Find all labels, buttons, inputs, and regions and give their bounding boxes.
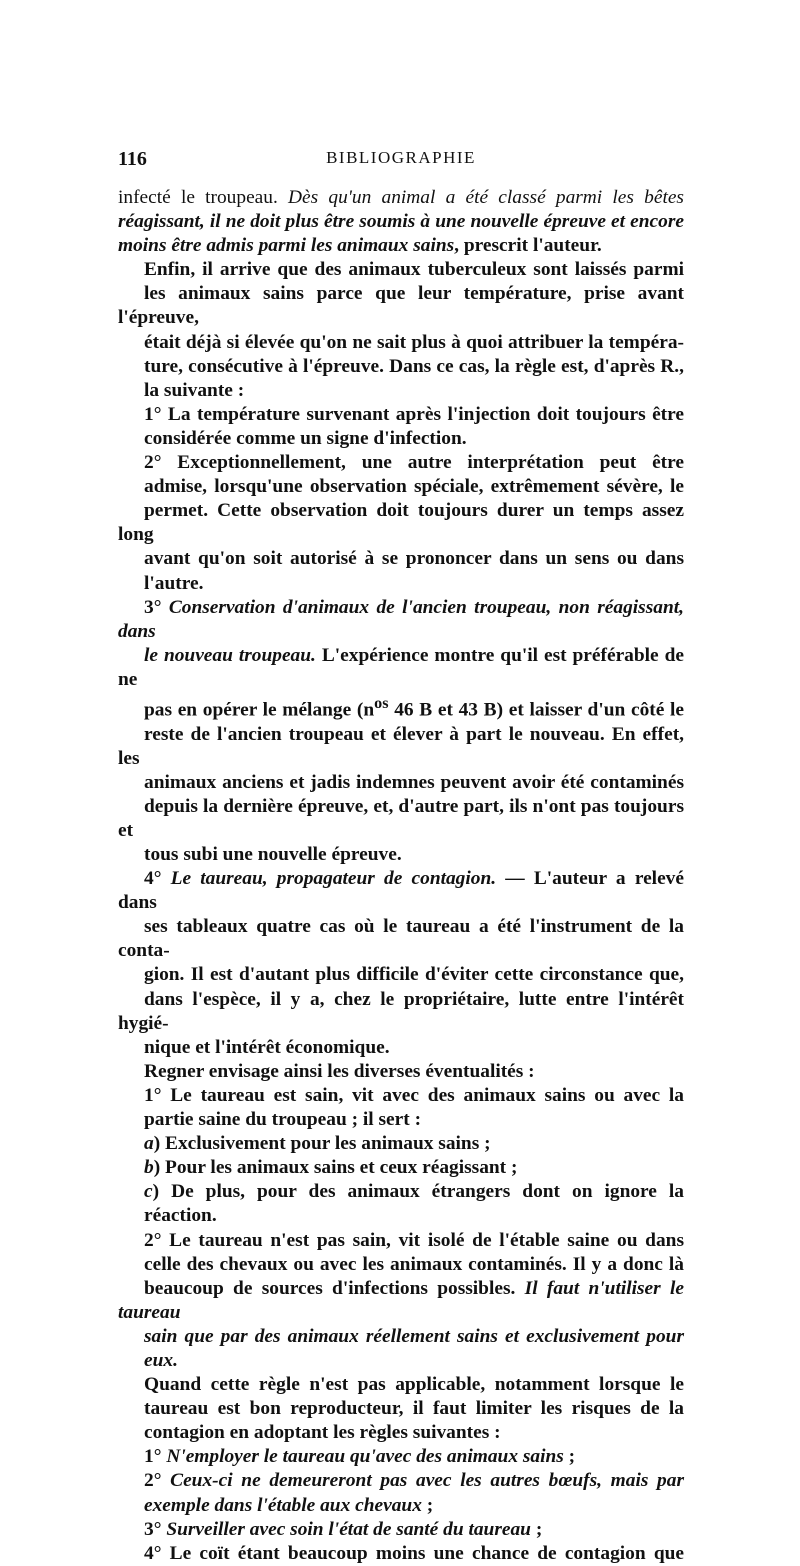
paragraph-rule-3: [118, 596, 684, 868]
paragraph-case-2: [118, 1229, 684, 1374]
text-line: 4° Le coït étant beaucoup moins une chance de contagion que: [144, 1542, 684, 1564]
paragraph-enfin: [118, 258, 684, 403]
text-line: le nouveau troupeau. L'expérience montre qu'il est préférable de ne: [118, 644, 684, 690]
text-line: sain que par des animaux réellement sains et exclusivement pour: [144, 1325, 684, 1347]
text-line: Quand cette règle n'est pas applicable, notamment lorsque le: [144, 1374, 684, 1396]
text-line: réagissant, il ne doit plus être soumis à une nouvelle épreuve et encore: [118, 211, 684, 233]
text-line: était déjà si élevée qu'on ne sait plus à quoi attribuer la tempéra-: [144, 331, 684, 353]
paragraph-regner: [118, 1060, 684, 1084]
text-line: considérée comme un signe d'infection.: [144, 427, 467, 449]
text-line: c) De plus, pour des animaux étrangers dont on ignore la: [144, 1181, 684, 1203]
text-line: 1° La température survenant après l'injection doit toujours être: [144, 403, 684, 425]
running-title: BIBLIOGRAPHIE: [326, 148, 476, 167]
rule-item-2: [118, 1469, 684, 1517]
text-line: 4° Le taureau, propagateur de contagion. — L'auteur a relevé dans: [118, 868, 684, 914]
rule-item-1: [118, 1445, 684, 1469]
text-line: tous subi une nouvelle épreuve.: [144, 844, 402, 865]
text-line: 1° Le taureau est sain, vit avec des animaux sains ou avec la: [144, 1084, 684, 1106]
text-line: animaux anciens et jadis indemnes peuvent avoir été contaminés: [144, 771, 684, 793]
text-line: 1° N'employer le taureau qu'avec des animaux sains ;: [144, 1446, 576, 1468]
text-line: 2° Ceux-ci ne demeureront pas avec les autres bœufs, mais par: [144, 1470, 684, 1492]
text-line: avant qu'on soit autorisé à se prononcer dans un sens ou dans: [144, 548, 684, 570]
text-line: réaction.: [144, 1205, 217, 1227]
paragraph-rule-2: [118, 451, 684, 596]
text-line: 2° Exceptionnellement, une autre interprétation peut être: [144, 452, 684, 474]
rule-item-4: [118, 1542, 684, 1566]
text-line: eux.: [144, 1349, 178, 1371]
text-line: taureau est bon reproducteur, il faut limiter les risques de la: [144, 1398, 684, 1420]
text-line: dans l'espèce, il y a, chez le propriétaire, lutte entre l'intérêt hygié-: [118, 988, 684, 1034]
paragraph-rule-4: [118, 867, 684, 1060]
item-b: [118, 1156, 684, 1180]
text-line: reste de l'ancien troupeau et élever à part le nouveau. En effet, les: [118, 723, 684, 769]
paragraph-rule-1: [118, 403, 684, 451]
text-line: admise, lorsqu'une observation spéciale, extrêmement sévère, le: [144, 476, 684, 498]
text-line: 2° Le taureau n'est pas sain, vit isolé de l'étable saine ou dans: [144, 1229, 684, 1251]
text-line: b) Pour les animaux sains et ceux réagissant ;: [144, 1157, 518, 1179]
text-line: ture, consécutive à l'épreuve. Dans ce cas, la règle est, d'après R.,: [144, 355, 684, 377]
text-line: ses tableaux quatre cas où le taureau a été l'instrument de la conta-: [118, 916, 684, 962]
text-line: gion. Il est d'autant plus difficile d'éviter cette circonstance que,: [144, 964, 684, 986]
paragraph-continuation: [118, 186, 684, 258]
item-c: [118, 1180, 684, 1228]
text-line: exemple dans l'étable aux chevaux ;: [144, 1494, 434, 1516]
text-line: l'autre.: [144, 572, 204, 594]
text-line: 3° Conservation d'animaux de l'ancien troupeau, non réagissant, dans: [118, 596, 684, 642]
text-line: nique et l'intérêt économique.: [144, 1036, 390, 1058]
text-line: Enfin, il arrive que des animaux tuberculeux sont laissés parmi: [144, 259, 684, 281]
text-line: a) Exclusivement pour les animaux sains ;: [144, 1133, 491, 1155]
text-line: Regner envisage ainsi les diverses éventualités :: [144, 1060, 535, 1082]
body-text: [118, 186, 684, 1566]
paragraph-case-1: [118, 1084, 684, 1132]
text-line: celle des chevaux ou avec les animaux contaminés. Il y a donc là: [144, 1253, 684, 1275]
rule-item-3: [118, 1518, 684, 1542]
paragraph-quand: [118, 1373, 684, 1445]
text-line: contagion en adoptant les règles suivantes :: [144, 1422, 501, 1444]
text-line: moins être admis parmi les animaux sains, prescrit l'auteur.: [118, 235, 602, 257]
text-line: les animaux sains parce que leur température, prise avant l'épreuve,: [118, 283, 684, 329]
item-a: [118, 1132, 684, 1156]
text-line: infecté le troupeau. Dès qu'un animal a été classé parmi les bêtes: [118, 187, 684, 208]
text-line: pas en opérer le mélange ($n^{os}$ 46 B et 43 B) et laisser d'un côté le: [144, 694, 685, 721]
text-line: partie saine du troupeau ; il sert :: [144, 1109, 422, 1131]
text-line: beaucoup de sources d'infections possibles. Il faut n'utiliser le taureau: [118, 1277, 684, 1323]
page-number: 116: [118, 148, 147, 170]
text-line: depuis la dernière épreuve, et, d'autre part, ils n'ont pas toujours et: [118, 795, 684, 841]
text-line: permet. Cette observation doit toujours durer un temps assez long: [118, 500, 684, 546]
text-line: 3° Surveiller avec soin l'état de santé du taureau ;: [144, 1518, 543, 1540]
page-header: [118, 148, 684, 174]
text-line: la suivante :: [144, 379, 245, 401]
